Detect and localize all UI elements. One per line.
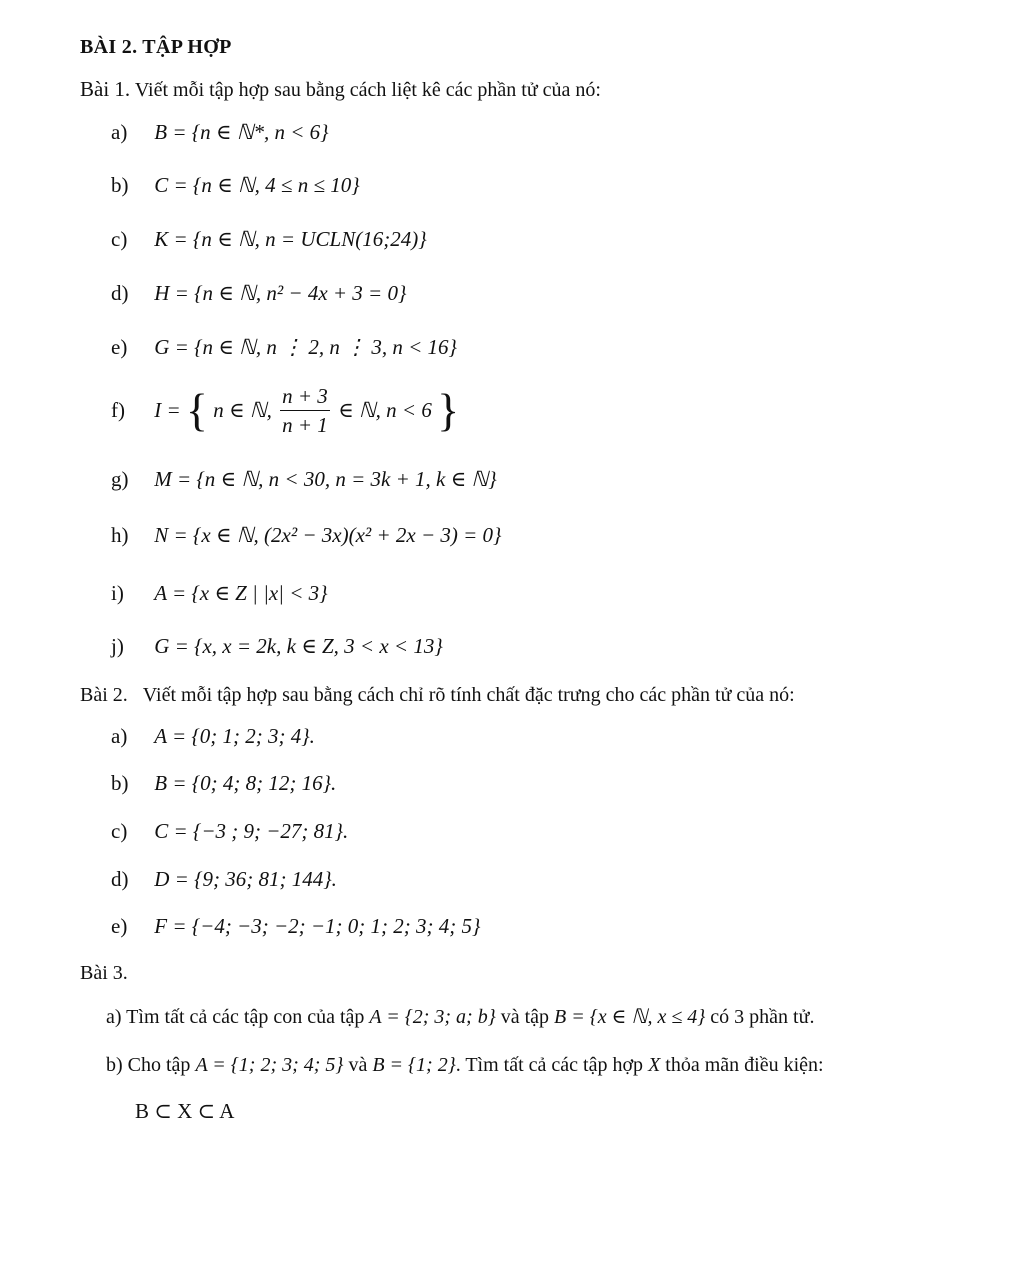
item-label: e)	[111, 335, 128, 359]
exercise-2-label: Bài 2.	[80, 684, 128, 706]
item-expression: B = {0; 4; 8; 12; 16}.	[154, 771, 337, 795]
exercise-1-text: Viết mỗi tập hợp sau bằng cách liệt kê các phần tử của nó:	[134, 79, 601, 101]
part-b-set-a: A = {1; 2; 3; 4; 5}	[195, 1054, 344, 1076]
item-label: a)	[111, 724, 128, 748]
item-label: f)	[111, 398, 125, 422]
item-expression: H = {n ∈ ℕ, n² − 4x + 3 = 0}	[154, 281, 407, 305]
fraction	[280, 382, 330, 439]
item-label: c)	[111, 819, 128, 843]
exercise-1-item-e	[111, 335, 457, 360]
exercise-2-item-b	[111, 771, 336, 796]
part-b-text-3: . Tìm tất cả các tập hợp	[455, 1054, 644, 1076]
exercise-1-item-b	[111, 173, 360, 198]
part-a-text-2: và tập	[500, 1006, 550, 1028]
item-expression: F = {−4; −3; −2; −1; 0; 1; 2; 3; 4; 5}	[154, 914, 481, 938]
item-expression-left: I =	[154, 398, 181, 422]
exercise-2-heading	[80, 684, 795, 707]
item-label: i)	[111, 581, 124, 605]
exercise-1-label: Bài 1.	[80, 77, 131, 101]
exercise-3-heading: Bài 3.	[80, 962, 128, 984]
item-expression: B = {n ∈ ℕ*, n < 6}	[154, 120, 329, 144]
exercise-1-heading	[80, 77, 601, 102]
part-a-set-a: A = {2; 3; a; b}	[369, 1006, 496, 1028]
close-brace: }	[437, 384, 460, 436]
item-label: c)	[111, 227, 128, 251]
item-label: g)	[111, 467, 129, 491]
item-label: a)	[111, 120, 128, 144]
item-label: d)	[111, 867, 129, 891]
exercise-1-item-g	[111, 467, 497, 492]
fraction-denominator: n + 1	[280, 410, 330, 439]
item-label: b)	[111, 173, 129, 197]
part-a-text-3: có 3 phần tử.	[710, 1006, 815, 1028]
exercise-2-item-a	[111, 724, 315, 749]
fraction-numerator: n + 3	[282, 384, 328, 408]
item-expression: C = {n ∈ ℕ, 4 ≤ n ≤ 10}	[154, 173, 360, 197]
item-expression: G = {x, x = 2k, k ∈ Z, 3 < x < 13}	[154, 634, 443, 658]
exercise-1-item-j	[111, 634, 443, 659]
part-b-condition: B ⊂ X ⊂ A	[135, 1099, 235, 1123]
part-a-set-b: B = {x ∈ ℕ, x ≤ 4}	[554, 1006, 706, 1028]
item-expression: K = {n ∈ ℕ, n = UCLN(16;24)}	[154, 227, 427, 251]
exercise-1-item-f	[111, 382, 459, 439]
part-b-set-x: X	[648, 1054, 661, 1076]
item-label: b)	[111, 771, 129, 795]
exercise-1-item-c	[111, 227, 427, 252]
item-label: h)	[111, 523, 129, 547]
exercise-1-item-a	[111, 120, 329, 145]
item-expression-pre: n ∈ ℕ,	[213, 398, 272, 422]
part-a-text-1: a) Tìm tất cả các tập con của tập	[106, 1006, 365, 1028]
item-expression: G = {n ∈ ℕ, n ⋮ 2, n ⋮ 3, n < 16}	[154, 335, 457, 359]
exercise-2-item-c	[111, 819, 348, 844]
exercise-2-item-d	[111, 867, 337, 892]
item-expression: A = {x ∈ Z | |x| < 3}	[154, 581, 328, 605]
exercise-1-item-h	[111, 523, 501, 548]
item-expression: N = {x ∈ ℕ, (2x² − 3x)(x² + 2x − 3) = 0}	[154, 523, 502, 547]
item-expression: M = {n ∈ ℕ, n < 30, n = 3k + 1, k ∈ ℕ}	[154, 467, 497, 491]
item-expression: A = {0; 1; 2; 3; 4}.	[154, 724, 315, 748]
item-label: e)	[111, 914, 128, 938]
item-label: j)	[111, 634, 124, 658]
part-b-set-b: B = {1; 2}	[372, 1054, 456, 1076]
document-title: BÀI 2. TẬP HỢP	[80, 36, 232, 58]
exercise-3-part-b	[106, 1054, 824, 1077]
exercise-3-part-a	[106, 1004, 814, 1029]
exercise-1-item-i	[111, 581, 328, 606]
exercise-1-item-d	[111, 281, 406, 306]
open-brace: {	[185, 384, 209, 436]
part-b-text-1: b) Cho tập	[106, 1054, 191, 1076]
part-b-text-4: thỏa mãn điều kiện:	[665, 1054, 824, 1076]
item-expression: D = {9; 36; 81; 144}.	[154, 867, 337, 891]
item-label: d)	[111, 281, 129, 305]
item-expression-post: ∈ ℕ, n < 6	[338, 398, 432, 422]
part-b-text-2: và	[348, 1054, 368, 1076]
exercise-2-text: Viết mỗi tập hợp sau bằng cách chỉ rõ tính chất đặc trưng cho các phần tử của nó:	[142, 684, 795, 706]
exercise-2-item-e	[111, 914, 480, 939]
item-expression: C = {−3 ; 9; −27; 81}.	[154, 819, 349, 843]
